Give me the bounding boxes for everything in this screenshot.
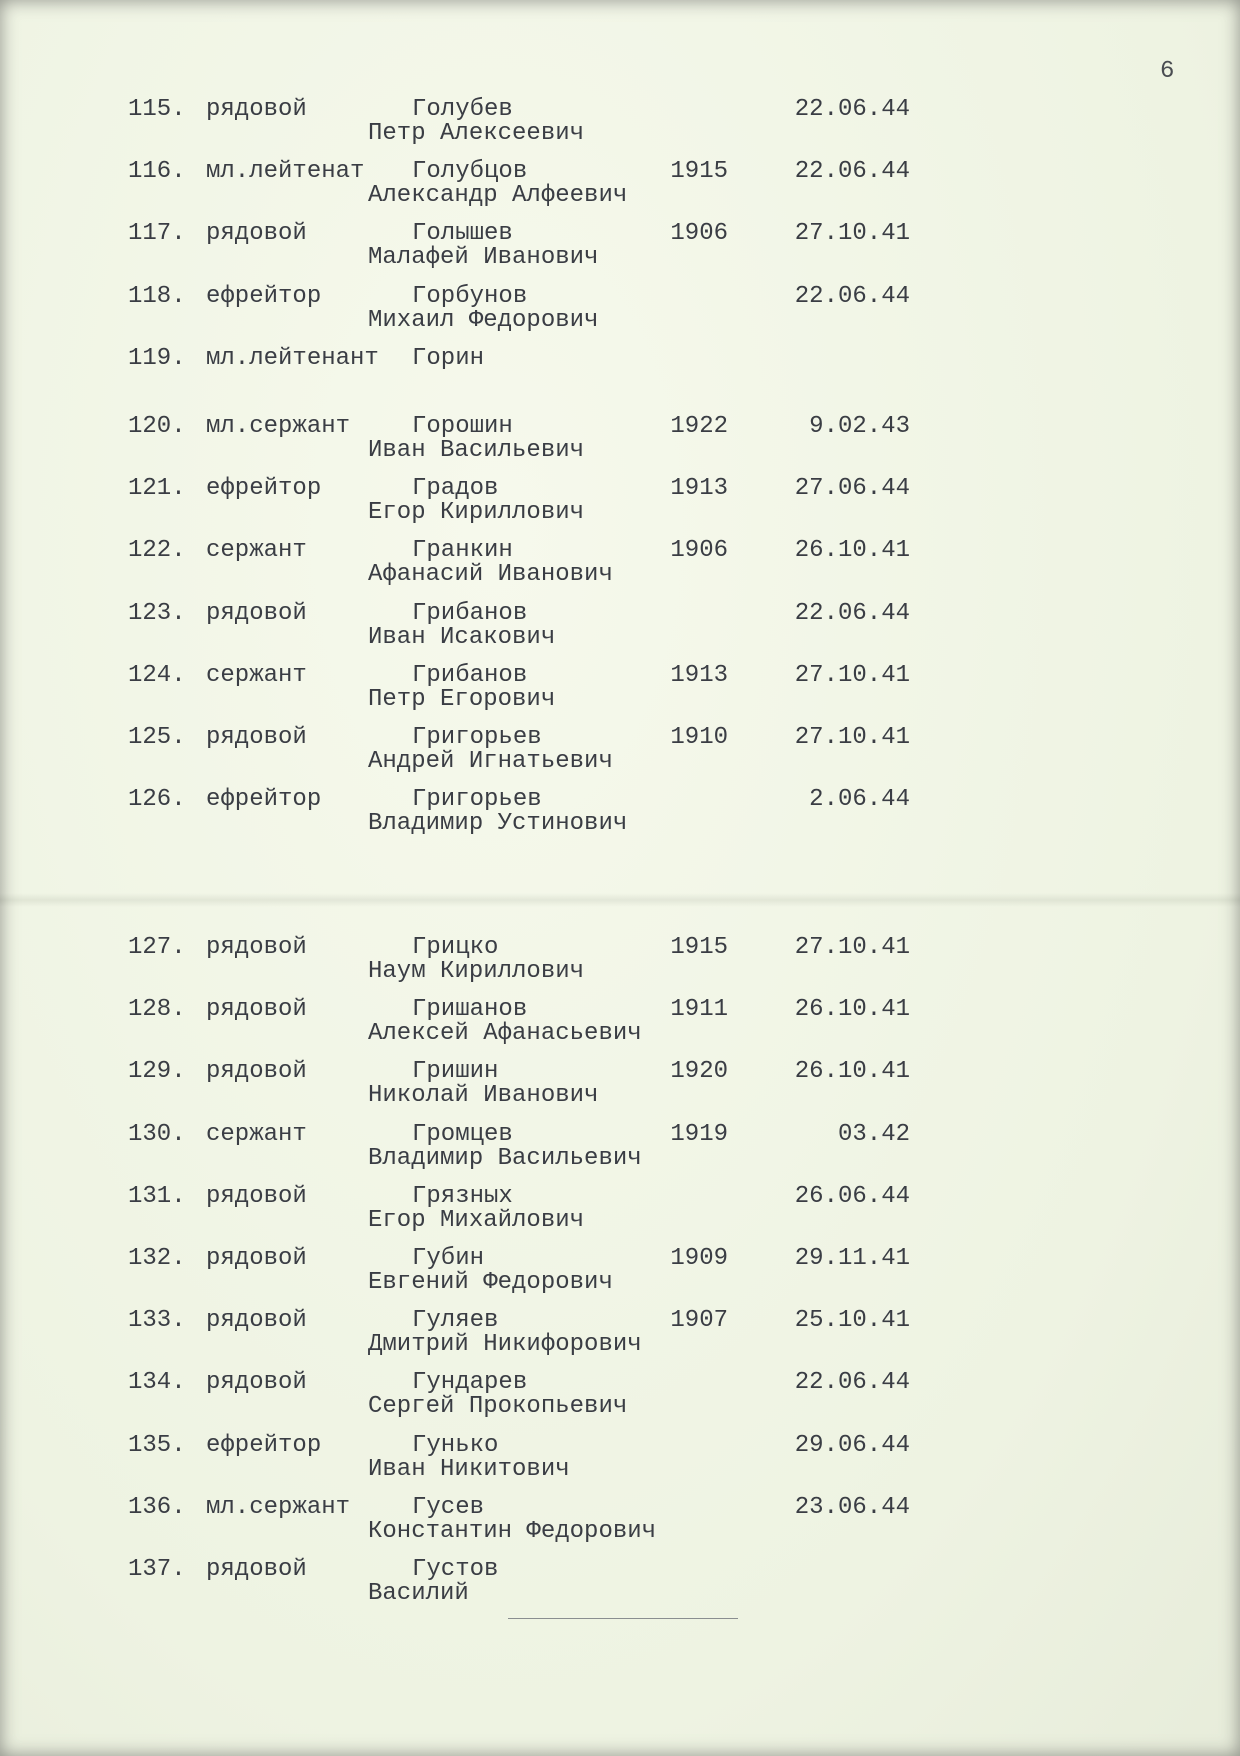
entry-number: 132. xyxy=(128,1245,186,1272)
roster-entry xyxy=(0,283,1240,345)
entry-surname: Гришин xyxy=(412,1058,499,1086)
entry-given-names: Иван Никитович xyxy=(368,1455,570,1483)
page-fold xyxy=(0,893,1240,907)
entry-given-names: Егор Кириллович xyxy=(368,499,585,527)
entry-rank: рядовой xyxy=(206,96,307,123)
entry-number: 128. xyxy=(128,996,186,1024)
entry-surname: Гранкин xyxy=(412,537,513,565)
entry-rank: ефрейтор xyxy=(206,1431,322,1459)
entry-rank: сержант xyxy=(206,1120,307,1148)
entry-number: 136. xyxy=(128,1493,186,1521)
entry-birth-year: 1906 xyxy=(670,537,728,565)
entry-surname: Гуляев xyxy=(412,1307,499,1335)
entry-number: 115. xyxy=(128,96,186,123)
entry-given-names: Малафей Иванович xyxy=(368,244,599,272)
entry-given-names: Иван Исакович xyxy=(368,623,556,651)
entry-given-names: Владимир Устинович xyxy=(368,810,628,838)
entry-number: 129. xyxy=(128,1058,186,1086)
entry-number: 119. xyxy=(128,344,186,372)
entry-given-names: Андрей Игнатьевич xyxy=(368,748,613,775)
roster-entry xyxy=(0,662,1240,724)
entry-given-names: Петр Егорович xyxy=(368,685,556,713)
entry-number: 137. xyxy=(128,1556,186,1583)
entry-rank: рядовой xyxy=(206,220,307,248)
entry-rank: рядовой xyxy=(206,934,307,961)
roster-entry xyxy=(0,786,1240,848)
entry-surname: Грицко xyxy=(412,934,499,961)
entry-surname: Гундарев xyxy=(412,1369,528,1397)
entry-date: 22.06.44 xyxy=(794,158,910,186)
entry-rank: рядовой xyxy=(206,1369,307,1397)
entry-surname: Гунько xyxy=(412,1431,499,1459)
entry-birth-year: 1920 xyxy=(670,1058,728,1086)
roster-entry xyxy=(0,934,1240,996)
entry-surname: Голышев xyxy=(412,220,513,248)
entry-surname: Громцев xyxy=(412,1120,513,1148)
entry-given-names: Евгений Федорович xyxy=(368,1269,613,1296)
entry-number: 126. xyxy=(128,786,186,814)
entry-number: 135. xyxy=(128,1431,186,1459)
entry-surname: Губин xyxy=(412,1245,485,1272)
entry-date: 27.10.41 xyxy=(794,220,910,248)
roster-entry xyxy=(0,413,1240,475)
roster-entry xyxy=(0,724,1240,786)
entry-date: 26.10.41 xyxy=(794,1058,910,1086)
entry-date: 27.10.41 xyxy=(794,724,910,751)
roster-entry xyxy=(0,1121,1240,1183)
entry-surname: Грязных xyxy=(412,1182,513,1210)
roster-entry xyxy=(0,1307,1240,1369)
entry-given-names: Дмитрий Никифорович xyxy=(368,1331,642,1359)
entry-surname: Голубев xyxy=(412,96,513,123)
entry-surname: Гусев xyxy=(412,1493,485,1521)
entry-date: 2.06.44 xyxy=(809,786,910,814)
roster-entry xyxy=(0,600,1240,662)
entry-number: 118. xyxy=(128,282,186,310)
entry-given-names: Егор Михайлович xyxy=(368,1206,585,1234)
entry-number: 120. xyxy=(128,413,186,440)
entry-surname: Гришанов xyxy=(412,996,528,1024)
entry-birth-year: 1915 xyxy=(670,934,728,961)
roster-entry xyxy=(0,1369,1240,1431)
entry-rank: ефрейтор xyxy=(206,282,322,310)
roster-entry xyxy=(0,996,1240,1058)
entry-given-names: Николай Иванович xyxy=(368,1082,599,1110)
entry-rank: ефрейтор xyxy=(206,475,322,503)
page-number: 6 xyxy=(1160,58,1175,85)
entry-date: 27.10.41 xyxy=(794,661,910,689)
entry-surname: Грибанов xyxy=(412,661,528,689)
entry-given-names: Владимир Васильевич xyxy=(368,1144,642,1172)
roster-entry xyxy=(0,1183,1240,1245)
roster-entry xyxy=(0,220,1240,282)
entry-number: 121. xyxy=(128,475,186,503)
entry-number: 122. xyxy=(128,537,186,565)
entry-number: 127. xyxy=(128,934,186,961)
entry-date: 22.06.44 xyxy=(794,599,910,627)
entry-number: 123. xyxy=(128,599,186,627)
entry-number: 134. xyxy=(128,1369,186,1397)
entry-surname: Горин xyxy=(412,344,485,372)
entry-rank: рядовой xyxy=(206,599,307,627)
entry-date: 26.06.44 xyxy=(794,1182,910,1210)
entry-rank: рядовой xyxy=(206,1182,307,1210)
roster-entry xyxy=(0,345,1240,407)
entry-surname: Горбунов xyxy=(412,282,528,310)
entry-given-names: Афанасий Иванович xyxy=(368,561,613,589)
entry-surname: Градов xyxy=(412,475,499,503)
entry-given-names: Александр Алфеевич xyxy=(368,182,628,210)
entry-birth-year: 1913 xyxy=(670,661,728,689)
entry-rank: мл.сержант xyxy=(206,1493,351,1521)
entry-birth-year: 1915 xyxy=(670,158,728,186)
entry-rank: рядовой xyxy=(206,996,307,1024)
entry-number: 130. xyxy=(128,1120,186,1148)
entry-date: 22.06.44 xyxy=(794,1369,910,1397)
entry-surname: Григорьев xyxy=(412,724,542,751)
roster-entry xyxy=(0,537,1240,599)
entry-surname: Григорьев xyxy=(412,786,542,814)
entry-date: 29.06.44 xyxy=(794,1431,910,1459)
entry-given-names: Иван Васильевич xyxy=(368,437,585,464)
entry-number: 133. xyxy=(128,1307,186,1335)
entry-date: 22.06.44 xyxy=(794,96,910,123)
entry-date: 26.10.41 xyxy=(794,996,910,1024)
entry-date: 22.06.44 xyxy=(794,282,910,310)
entry-date: 27.10.41 xyxy=(794,934,910,961)
entry-number: 125. xyxy=(128,724,186,751)
entry-date: 25.10.41 xyxy=(794,1307,910,1335)
entry-given-names: Михаил Федорович xyxy=(368,306,599,334)
entry-rank: ефрейтор xyxy=(206,786,322,814)
entry-given-names: Алексей Афанасьевич xyxy=(368,1020,642,1048)
entry-number: 131. xyxy=(128,1182,186,1210)
entry-number: 117. xyxy=(128,220,186,248)
entry-birth-year: 1910 xyxy=(670,724,728,751)
roster-entry xyxy=(0,1432,1240,1494)
roster-entry xyxy=(0,158,1240,220)
entry-rank: мл.лейтенант xyxy=(206,344,379,372)
roster-entry xyxy=(0,1494,1240,1556)
entry-rank: рядовой xyxy=(206,1556,307,1583)
entry-birth-year: 1922 xyxy=(670,413,728,440)
entry-given-names: Петр Алексеевич xyxy=(368,120,585,147)
entry-birth-year: 1913 xyxy=(670,475,728,503)
entry-surname: Горошин xyxy=(412,413,513,440)
entry-given-names: Сергей Прокопьевич xyxy=(368,1393,628,1421)
entry-rank: мл.лейтенат xyxy=(206,158,365,186)
entry-surname: Голубцов xyxy=(412,158,528,186)
entry-given-names: Константин Федорович xyxy=(368,1517,657,1545)
entry-number: 116. xyxy=(128,158,186,186)
entry-rank: сержант xyxy=(206,537,307,565)
entry-rank: рядовой xyxy=(206,1058,307,1086)
entry-rank: сержант xyxy=(206,661,307,689)
entry-birth-year: 1907 xyxy=(670,1307,728,1335)
entry-rank: рядовой xyxy=(206,724,307,751)
entry-rank: рядовой xyxy=(206,1307,307,1335)
entry-surname: Грибанов xyxy=(412,599,528,627)
entry-date: 23.06.44 xyxy=(794,1493,910,1521)
roster-entry xyxy=(0,475,1240,537)
entry-surname: Густов xyxy=(412,1556,499,1583)
entry-number: 124. xyxy=(128,661,186,689)
entry-date: 03.42 xyxy=(837,1120,910,1148)
roster-entry xyxy=(0,1245,1240,1307)
entry-rank: рядовой xyxy=(206,1245,307,1272)
roster-entry xyxy=(0,1058,1240,1120)
entry-given-names: Василий xyxy=(368,1580,469,1607)
entry-date: 26.10.41 xyxy=(794,537,910,565)
entry-date: 29.11.41 xyxy=(794,1245,910,1272)
roster-entry xyxy=(0,1556,1240,1618)
entry-birth-year: 1906 xyxy=(670,220,728,248)
entry-given-names: Наум Кириллович xyxy=(368,958,585,985)
roster-entry xyxy=(0,96,1240,158)
entry-date: 9.02.43 xyxy=(809,413,910,440)
entry-date: 27.06.44 xyxy=(794,475,910,503)
entry-birth-year: 1919 xyxy=(670,1120,728,1148)
entry-birth-year: 1909 xyxy=(670,1245,728,1272)
entry-rank: мл.сержант xyxy=(206,413,351,440)
entry-birth-year: 1911 xyxy=(670,996,728,1024)
closing-line xyxy=(508,1618,738,1619)
